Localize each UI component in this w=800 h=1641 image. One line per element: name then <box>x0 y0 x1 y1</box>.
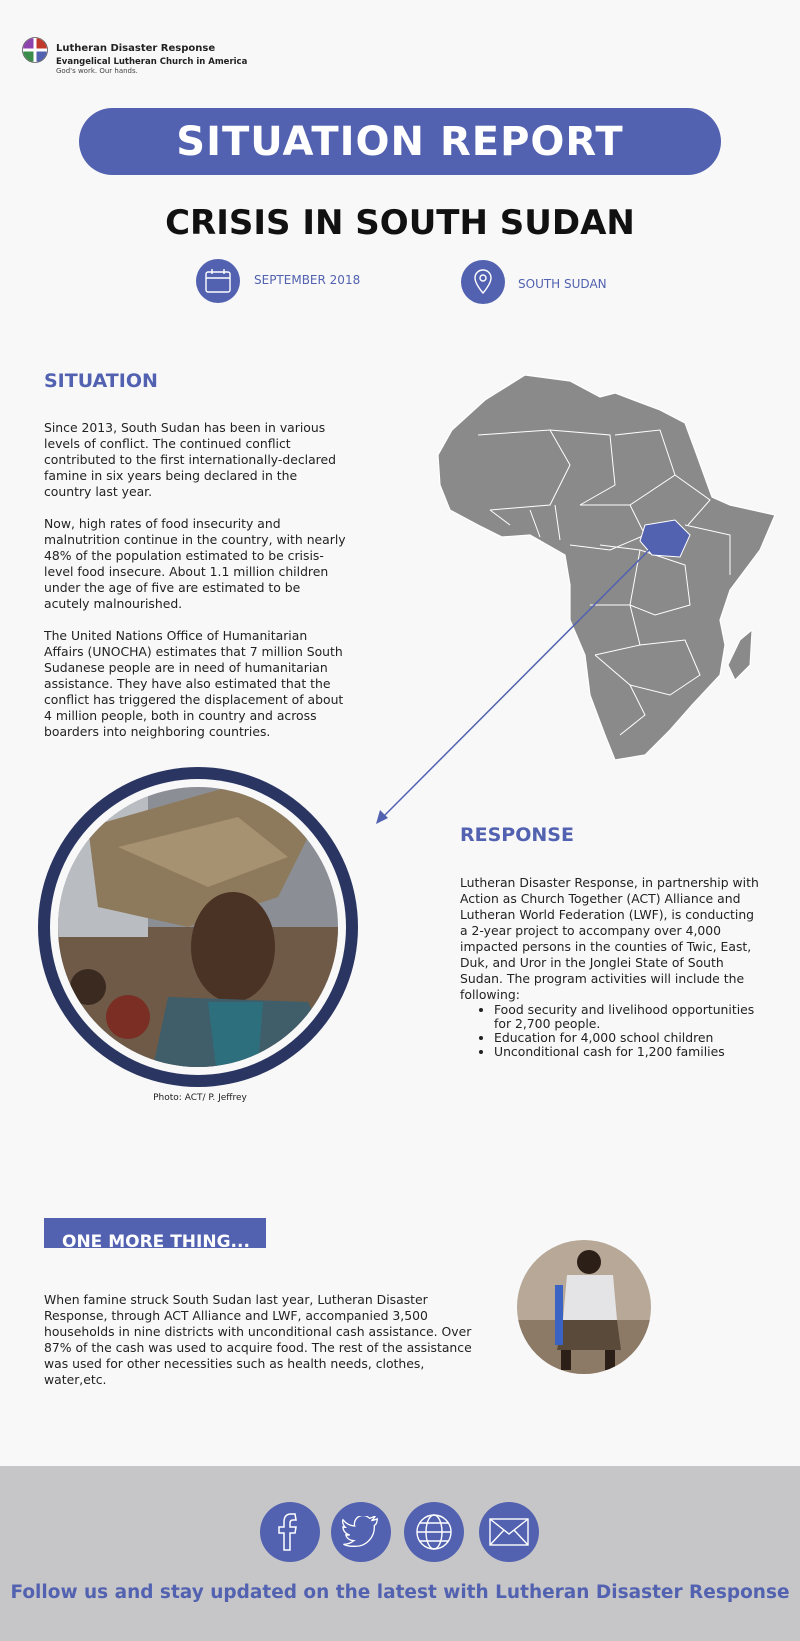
org-name: Lutheran Disaster Response <box>56 43 216 54</box>
situation-heading: SITUATION <box>44 370 158 392</box>
follow-us-text: Follow us and stay updated on the latest with Lutheran Disaster Response <box>10 1582 790 1603</box>
twitter-icon[interactable] <box>331 1502 391 1562</box>
photo-caption: Photo: ACT/ P. Jeffrey <box>153 1093 247 1103</box>
org-tagline: God's work. Our hands. <box>56 67 138 75</box>
report-location: SOUTH SUDAN <box>518 277 607 291</box>
photo-frame <box>38 767 358 1087</box>
situation-paragraph-1: Since 2013, South Sudan has been in various levels of conflict. The continued conflict contributed to the first internationally-declared famine in six years being declared in the country last year. <box>44 420 336 499</box>
list-item: • Food security and livelihood opportunities for 2,700 people. <box>494 1003 760 1031</box>
page-title: CRISIS IN SOUTH SUDAN <box>165 203 635 243</box>
response-paragraph: Lutheran Disaster Response, in partnership with Action as Church Together (ACT) Alliance and Lutheran World Federation (LWF), is conducting a 2-year project to accompany over 4,000 impacted persons in the counties of Twic, East, Duk, and Uror in the Jonglei State of South Sudan. The program activities will include the following: <box>460 875 759 1002</box>
madagascar <box>728 630 752 680</box>
footer <box>0 1466 800 1641</box>
man-photo <box>517 1240 651 1374</box>
situation-text <box>44 420 348 756</box>
list-item: • Education for 4,000 school children <box>494 1031 760 1045</box>
facebook-icon[interactable] <box>260 1502 320 1562</box>
situation-paragraph-3: The United Nations Office of Humanitarian Affairs (UNOCHA) estimates that 7 million South Sudanese people are in need of humanitarian assistance. They have also estimated that the conflict has triggered the displacement of about 4 million people, both in country and across boarders into neighboring countries. <box>44 628 344 739</box>
location-pin-icon <box>461 260 505 304</box>
response-text <box>460 875 760 1059</box>
report-date: SEPTEMBER 2018 <box>254 273 361 287</box>
mail-icon[interactable] <box>479 1502 539 1562</box>
woman-photo <box>58 787 338 1067</box>
situation-paragraph-2: Now, high rates of food insecurity and malnutrition continue in the country, with nearly 48% of the population estimated to be crisis-level food insecure. About 1.1 million children under the age of five are estimated to be acutely malnourished. <box>44 516 346 611</box>
org-subtitle: Evangelical Lutheran Church in America <box>56 57 248 67</box>
list-item: • Unconditional cash for 1,200 families <box>494 1045 760 1059</box>
one-more-thing-heading <box>44 1218 266 1248</box>
calendar-icon <box>196 259 240 303</box>
logo-icon <box>22 37 48 63</box>
response-list <box>460 1003 760 1059</box>
one-more-thing-text: When famine struck South Sudan last year, Lutheran Disaster Response, through ACT Alliance and LWF, accompanied 3,500 households in nine districts with unconditional cash assistance. Over 87% of the cash was used to acquire food. The rest of the assistance was used for other necessities such as health needs, clothes, water,etc. <box>44 1292 472 1387</box>
one-more-thing-label: ONE MORE THING... <box>62 1232 250 1248</box>
response-heading: RESPONSE <box>460 824 574 846</box>
globe-icon[interactable] <box>404 1502 464 1562</box>
situation-report-banner: SITUATION REPORT <box>79 108 721 175</box>
map-pointer-arrow <box>370 540 670 830</box>
